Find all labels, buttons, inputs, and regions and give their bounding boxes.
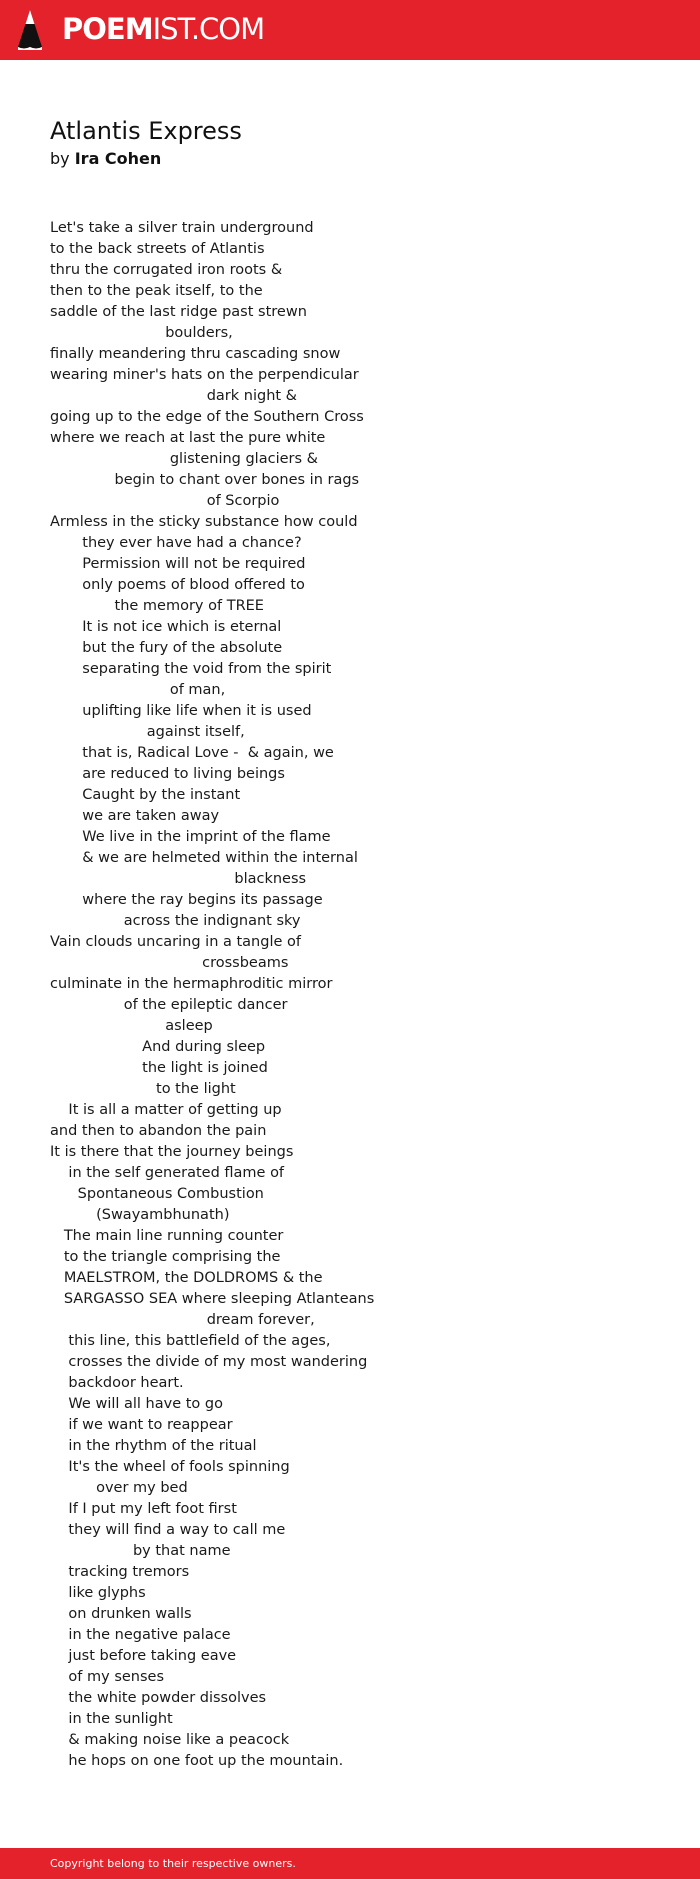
poem-line: The main line running counter (50, 1228, 284, 1244)
poem-line: dark night & (50, 388, 297, 404)
poem-line: just before taking eave (50, 1648, 237, 1664)
poem-line: across the indignant sky (50, 913, 301, 929)
poem-line: the light is joined (50, 1060, 268, 1076)
poem-line: backdoor heart. (50, 1375, 184, 1391)
poem-line: MAELSTROM, the DOLDROMS & the (50, 1270, 323, 1286)
poem-line: It's the wheel of fools spinning (50, 1459, 290, 1475)
poem-line: tracking tremors (50, 1564, 190, 1580)
poem-line: then to the peak itself, to the (50, 283, 263, 299)
poem-line: Let's take a silver train underground (50, 220, 314, 236)
poem-line: Permission will not be required (50, 556, 306, 572)
poem-line: asleep (50, 1018, 213, 1034)
poem-line: in the self generated flame of (50, 1165, 285, 1181)
poem-line: this line, this battlefield of the ages, (50, 1333, 331, 1349)
poem-line: (Swayambhunath) (50, 1207, 230, 1223)
logo-bold-text: POEM (62, 12, 153, 46)
poem-line: the white powder dissolves (50, 1690, 267, 1706)
poem-line: to the light (50, 1081, 236, 1097)
poem-line: we are taken away (50, 808, 220, 824)
site-footer (0, 1848, 700, 1879)
poem-line: Armless in the sticky substance how could (50, 514, 358, 530)
poem-line: they ever have had a chance? (50, 535, 302, 551)
logo-light-text: IST.COM (152, 12, 265, 46)
poem-line: boulders, (50, 325, 233, 341)
poem-line: that is, Radical Love - & again, we (50, 745, 334, 761)
poem-line: on drunken walls (50, 1606, 192, 1622)
poem-line: the memory of TREE (50, 598, 264, 614)
poem-line: glistening glaciers & (50, 451, 318, 467)
poem-line: in the rhythm of the ritual (50, 1438, 257, 1454)
poem-line: only poems of blood offered to (50, 577, 305, 593)
pencil-tip-icon[interactable] (17, 9, 43, 51)
poem-line: where we reach at last the pure white (50, 430, 326, 446)
site-header (0, 0, 700, 60)
poem-line: & making noise like a peacock (50, 1732, 290, 1748)
poem-title: Atlantis Express (50, 117, 242, 145)
author-name[interactable]: Ira Cohen (74, 149, 162, 168)
poem-line: It is not ice which is eternal (50, 619, 282, 635)
poem-line: to the back streets of Atlantis (50, 241, 265, 257)
poem-line: of the epileptic dancer (50, 997, 288, 1013)
poem-line: he hops on one foot up the mountain. (50, 1753, 344, 1769)
poem-line: Spontaneous Combustion (50, 1186, 264, 1202)
poem-line: dream forever, (50, 1312, 315, 1328)
poem-body (50, 218, 374, 1772)
poem-line: and then to abandon the pain (50, 1123, 267, 1139)
poem-line: If I put my left foot first (50, 1501, 237, 1517)
poem-line: like glyphs (50, 1585, 146, 1601)
poem-line: by that name (50, 1543, 231, 1559)
poem-line: over my bed (50, 1480, 188, 1496)
poem-line: if we want to reappear (50, 1417, 233, 1433)
poem-line: in the negative palace (50, 1627, 231, 1643)
poem-line: crossbeams (50, 955, 289, 971)
poem-line: they will find a way to call me (50, 1522, 286, 1538)
poem-line: culminate in the hermaphroditic mirror (50, 976, 333, 992)
poem-line: against itself, (50, 724, 245, 740)
poem-line: blackness (50, 871, 307, 887)
poem-line: wearing miner's hats on the perpendicular (50, 367, 359, 383)
poem-line: We will all have to go (50, 1396, 223, 1412)
poem-line: of Scorpio (50, 493, 280, 509)
poem-line: saddle of the last ridge past strewn (50, 304, 307, 320)
byline-prefix: by (50, 149, 70, 168)
poem-line: We live in the imprint of the flame (50, 829, 331, 845)
poem-line: in the sunlight (50, 1711, 173, 1727)
poem-line: uplifting like life when it is used (50, 703, 312, 719)
poem-line: Caught by the instant (50, 787, 241, 803)
poem-line: begin to chant over bones in rags (50, 472, 360, 488)
poem-line: of my senses (50, 1669, 165, 1685)
poem-line: thru the corrugated iron roots & (50, 262, 283, 278)
poem-line: crosses the divide of my most wandering (50, 1354, 368, 1370)
site-logo[interactable] (62, 11, 264, 47)
poem-line: to the triangle comprising the (50, 1249, 281, 1265)
poem-line: SARGASSO SEA where sleeping Atlanteans (50, 1291, 375, 1307)
poem-line: separating the void from the spirit (50, 661, 332, 677)
poem-line: finally meandering thru cascading snow (50, 346, 341, 362)
copyright-notice: Copyright belong to their respective owners. (50, 1857, 296, 1870)
poem-line: And during sleep (50, 1039, 266, 1055)
poem-line: where the ray begins its passage (50, 892, 323, 908)
poem-line: It is all a matter of getting up (50, 1102, 282, 1118)
poem-line: are reduced to living beings (50, 766, 285, 782)
poem-line: of man, (50, 682, 226, 698)
poem-line: & we are helmeted within the internal (50, 850, 358, 866)
poem-line: Vain clouds uncaring in a tangle of (50, 934, 301, 950)
byline (50, 148, 161, 170)
poem-line: but the fury of the absolute (50, 640, 283, 656)
poem-line: going up to the edge of the Southern Cross (50, 409, 364, 425)
poem-line: It is there that the journey beings (50, 1144, 294, 1160)
